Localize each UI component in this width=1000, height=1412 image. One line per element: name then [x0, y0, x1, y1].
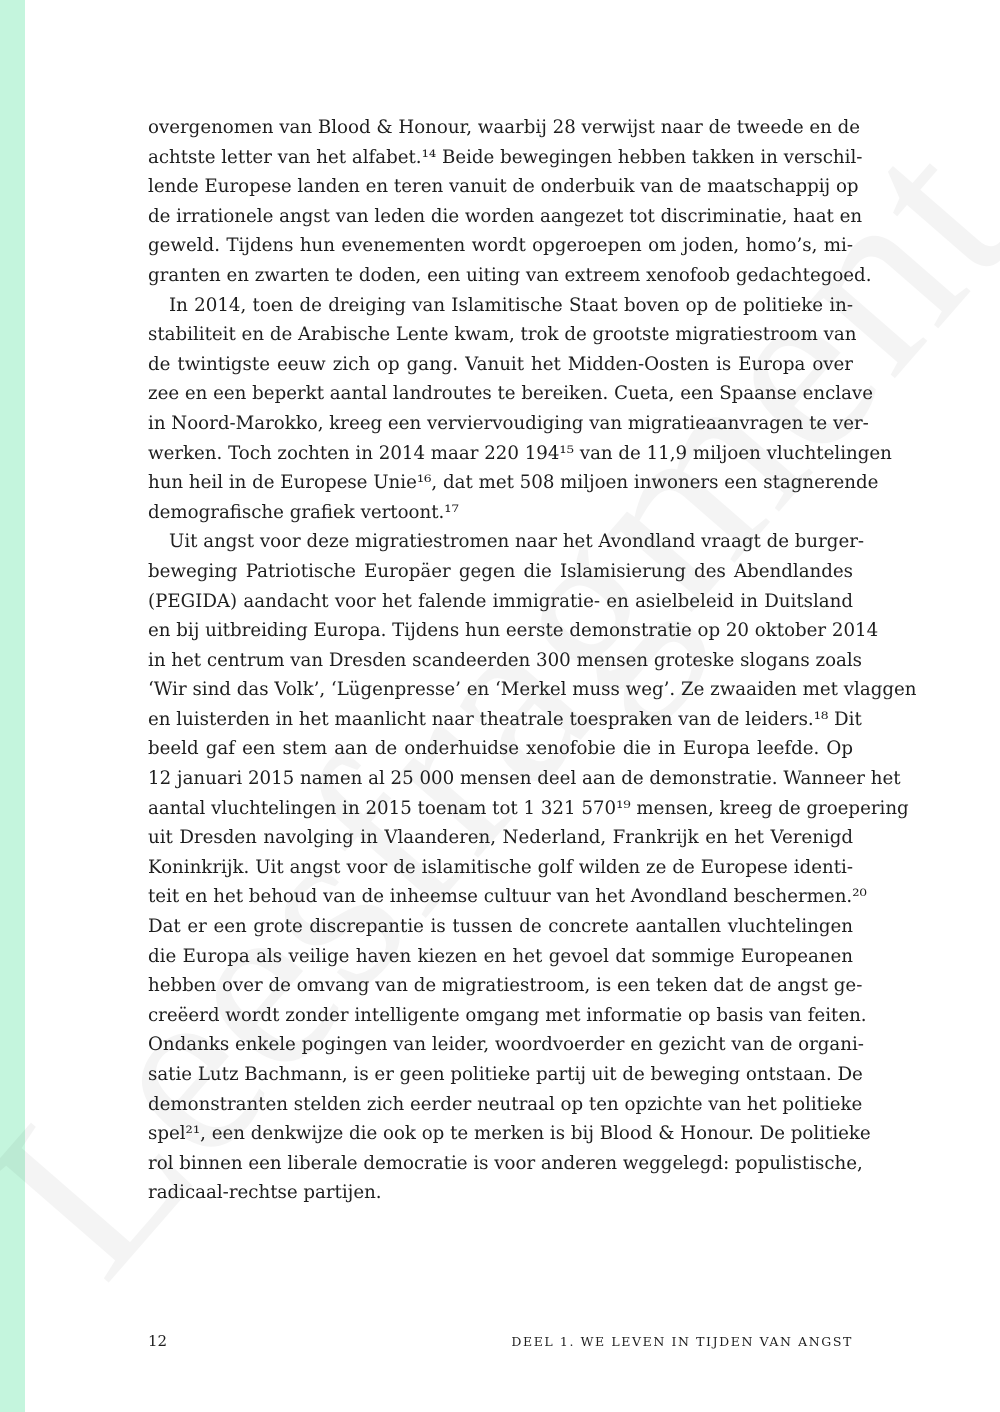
text-line: 12 januari 2015 namen al 25 000 mensen deel aan de demonstratie. Wanneer het	[148, 768, 901, 790]
text-line: hun heil in de Europese Unie¹⁶, dat met 508 miljoen inwoners een stagnerende	[148, 472, 879, 494]
text-line: en luisterden in het maanlicht naar theatrale toespraken van de leiders.¹⁸ Dit	[148, 708, 862, 730]
text-line: ‘Wir sind das Volk’, ‘Lügenpresse’ en ‘Merkel muss weg’. Ze zwaaiden met vlaggen	[148, 679, 917, 701]
text-line: de irrationele angst van leden die worden aangezet tot discriminatie, haat en	[148, 205, 863, 227]
text-line: beweging Patriotische Europäer gegen die Islamisierung des Abendlandes	[148, 560, 853, 582]
text-line: achtste letter van het alfabet.¹⁴ Beide bewegingen hebben takken in verschil-	[148, 146, 863, 168]
text-line: uit Dresden navolging in Vlaanderen, Nederland, Frankrijk en het Verenigd	[148, 827, 853, 849]
text-line: creëerd wordt zonder intelligente omgang met informatie op basis van feiten.	[148, 1004, 867, 1026]
text-line: demonstranten stelden zich eerder neutraal op ten opzichte van het politieke	[148, 1093, 863, 1115]
text-line: overgenomen van Blood & Honour, waarbij 28 verwijst naar de tweede en de	[148, 117, 861, 138]
text-line: Ondanks enkele pogingen van leider, woordvoerder en gezicht van de organi-	[148, 1034, 864, 1056]
text-line: geweld. Tijdens hun evenementen wordt opgeroepen om joden, homo’s, mi-	[148, 235, 853, 257]
running-footer-title: DEEL 1. WE LEVEN IN TIJDEN VAN ANGST	[511, 1334, 853, 1349]
text-line: die Europa als veilige haven kiezen en het gevoel dat sommige Europeanen	[148, 945, 853, 967]
text-line: Koninkrijk. Uit angst voor de islamitische golf wilden ze de Europese identi-	[148, 856, 853, 878]
text-line: granten en zwarten te doden, een uiting van extreem xenofoob gedachtegoed.	[148, 264, 872, 286]
text-line: zee en een beperkt aantal landroutes te bereiken. Cueta, een Spaanse enclave	[148, 383, 873, 405]
text-line: aantal vluchtelingen in 2015 toenam tot 1 321 570¹⁹ mensen, kreeg de groepering	[148, 797, 909, 819]
text-line: Uit angst voor deze migratiestromen naar het Avondland vraagt de burger-	[169, 531, 865, 553]
page-number: 12	[148, 1332, 168, 1350]
text-line: spel²¹, een denkwijze die ook op te merken is bij Blood & Honour. De politieke	[148, 1123, 871, 1145]
text-line: in het centrum van Dresden scandeerden 300 mensen groteske slogans zoals	[148, 649, 863, 671]
text-line: beeld gaf een stem aan de onderhuidse xenofobie die in Europa leefde. Op	[148, 738, 853, 760]
side-color-strip	[0, 0, 25, 1412]
text-line: In 2014, toen de dreiging van Islamitische Staat boven op de politieke in-	[169, 294, 853, 316]
text-line: hebben over de omvang van de migratiestroom, is een teken dat de angst ge-	[148, 975, 863, 997]
text-line: radicaal-rechtse partijen.	[148, 1182, 382, 1204]
text-line: lende Europese landen en teren vanuit de onderbuik van de maatschappij op	[148, 176, 859, 198]
text-line: in Noord-Marokko, kreeg een verviervoudiging van migratieaanvragen te ver-	[148, 412, 869, 434]
body-text	[148, 113, 917, 1208]
text-line: stabiliteit en de Arabische Lente kwam, trok de grootste migratiestroom van	[148, 324, 857, 346]
text-line: teit en het behoud van de inheemse cultuur van het Avondland beschermen.²⁰	[148, 886, 867, 908]
text-line: satie Lutz Bachmann, is er geen politieke partij uit de beweging ontstaan. De	[148, 1064, 863, 1085]
text-line: werken. Toch zochten in 2014 maar 220 194¹⁵ van de 11,9 miljoen vluchtelingen	[148, 442, 892, 464]
text-line: de twintigste eeuw zich op gang. Vanuit het Midden-Oosten is Europa over	[148, 353, 853, 375]
text-line: en bij uitbreiding Europa. Tijdens hun eerste demonstratie op 20 oktober 2014	[148, 620, 879, 642]
text-line: demografische grafiek vertoont.¹⁷	[148, 501, 459, 523]
text-line: Dat er een grote discrepantie is tussen de concrete aantallen vluchtelingen	[148, 916, 853, 938]
text-line: rol binnen een liberale democratie is voor anderen weggelegd: populistische,	[148, 1152, 863, 1174]
text-line: (PEGIDA) aandacht voor het falende immigratie- en asielbeleid in Duitsland	[148, 590, 853, 612]
